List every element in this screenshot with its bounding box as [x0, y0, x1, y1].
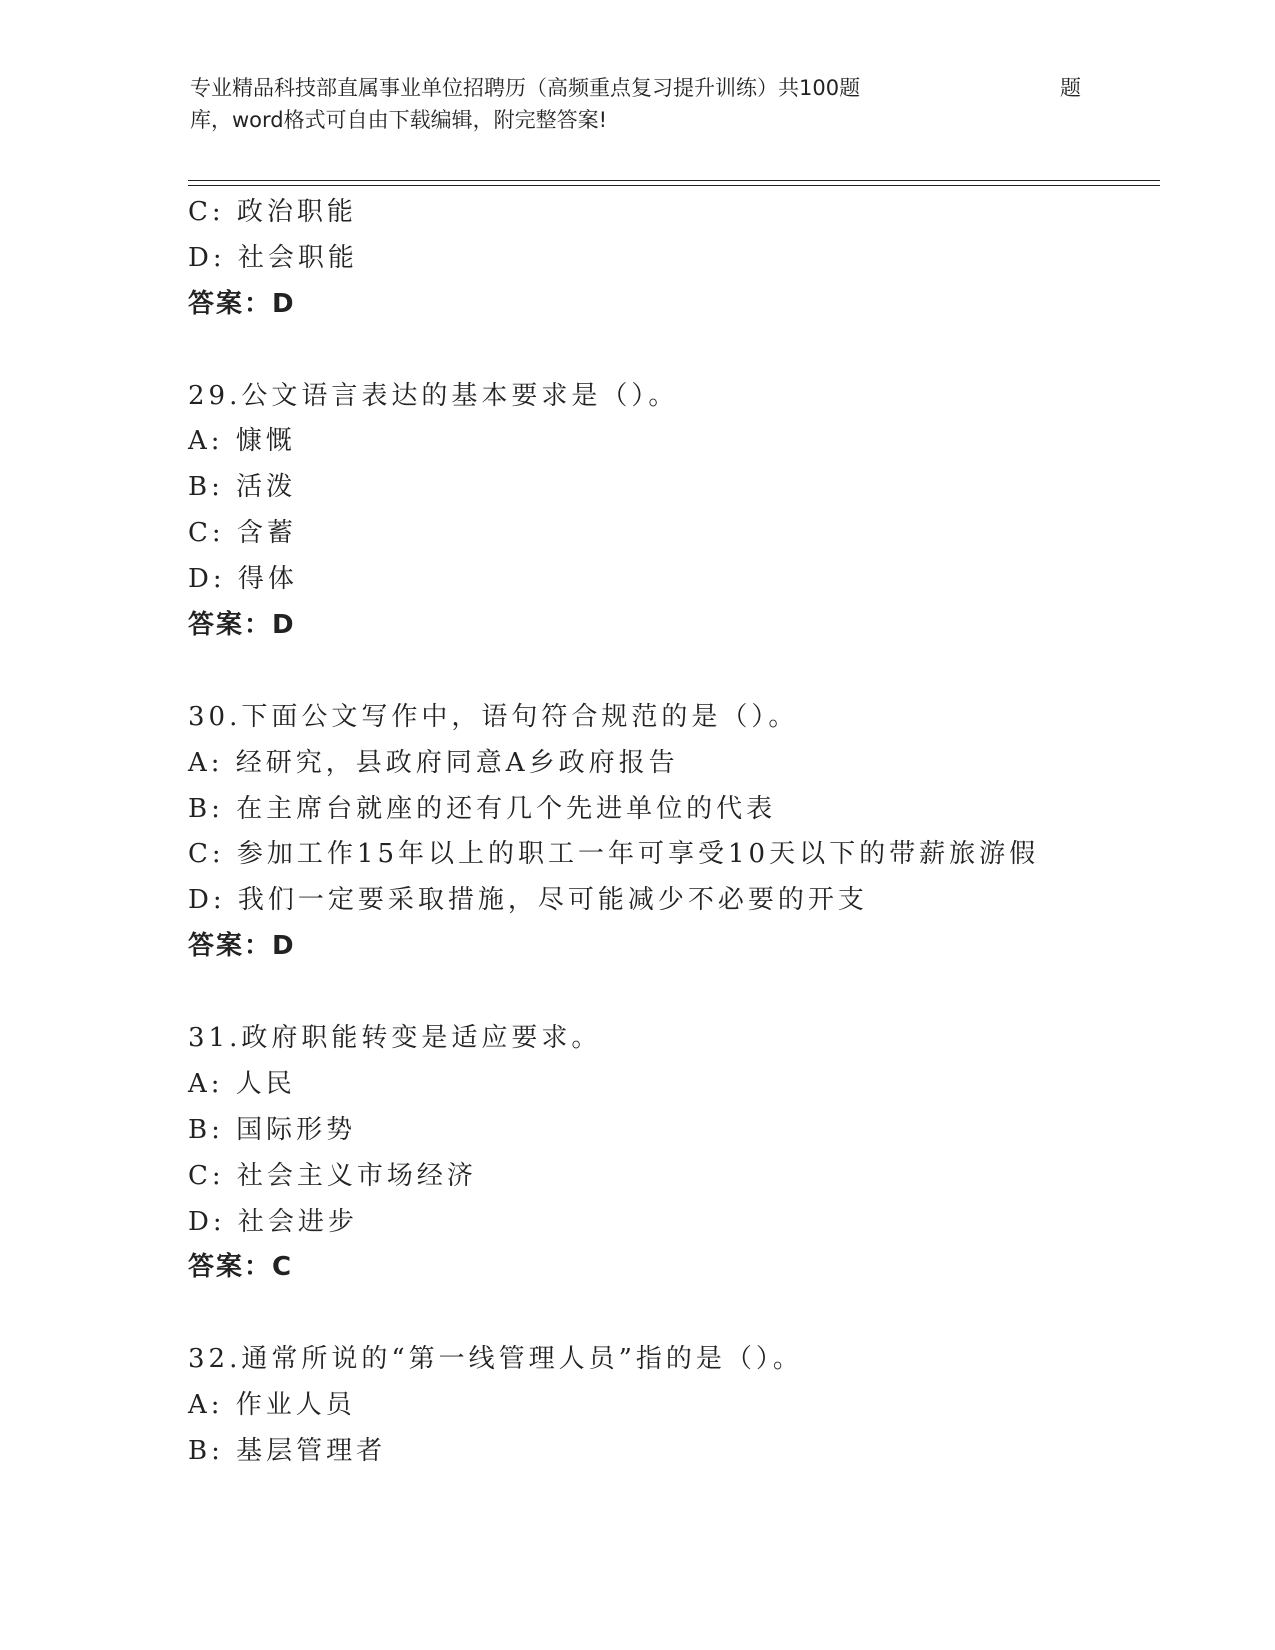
option-a: A: 慷慨 — [188, 426, 296, 457]
option-d: D: 社会进步 — [188, 1206, 358, 1237]
header-line-1 — [190, 72, 1090, 104]
question-29 — [188, 374, 1148, 649]
question-list — [188, 190, 1148, 1475]
spacer — [188, 649, 1148, 695]
page-header — [190, 72, 1090, 136]
option-c: C: 含蓄 — [188, 518, 297, 549]
header-line-2: 库，word格式可自由下载编辑，附完整答案! — [190, 108, 608, 132]
option-d: D: 社会职能 — [188, 242, 358, 273]
option-b: B: 基层管理者 — [188, 1436, 387, 1467]
header-title-main: 专业精品科技部直属事业单位招聘历（高频重点复习提升训练）共100题 — [190, 76, 861, 100]
question-stem: 31.政府职能转变是适应要求。 — [188, 1023, 602, 1054]
option-d: D: 得体 — [188, 564, 298, 595]
answer-line: 答案：C — [188, 1252, 294, 1283]
spacer — [188, 328, 1148, 374]
question-28-continued — [188, 190, 1148, 328]
option-c: C: 政治职能 — [188, 197, 357, 227]
option-d: D: 我们一定要采取措施，尽可能减少不必要的开支 — [188, 885, 868, 916]
spacer — [188, 970, 1148, 1016]
header-title-tail: 题 — [1060, 76, 1081, 100]
header-divider-top — [188, 180, 1160, 181]
option-b: B: 在主席台就座的还有几个先进单位的代表 — [188, 793, 777, 824]
header-divider-bottom — [188, 185, 1160, 186]
question-31 — [188, 1016, 1148, 1291]
question-stem: 29.公文语言表达的基本要求是（）。 — [188, 380, 679, 411]
option-b: B: 国际形势 — [188, 1114, 357, 1145]
question-stem: 30.下面公文写作中，语句符合规范的是（）。 — [188, 701, 799, 732]
option-c: C: 参加工作15年以上的职工一年可享受10天以下的带薪旅游假 — [188, 839, 1040, 870]
question-32 — [188, 1337, 1148, 1475]
option-a: A: 作业人员 — [188, 1390, 356, 1421]
question-30 — [188, 695, 1148, 970]
option-c: C: 社会主义市场经济 — [188, 1160, 477, 1191]
option-b: B: 活泼 — [188, 472, 297, 503]
answer-line: 答案：D — [188, 610, 296, 641]
option-a: A: 人民 — [188, 1068, 296, 1099]
answer-line: 答案：D — [188, 288, 296, 319]
spacer — [188, 1291, 1148, 1337]
answer-line: 答案：D — [188, 931, 296, 962]
question-stem: 32.通常所说的“第一线管理人员”指的是（）。 — [188, 1344, 803, 1375]
option-a: A: 经研究，县政府同意A乡政府报告 — [188, 747, 679, 778]
